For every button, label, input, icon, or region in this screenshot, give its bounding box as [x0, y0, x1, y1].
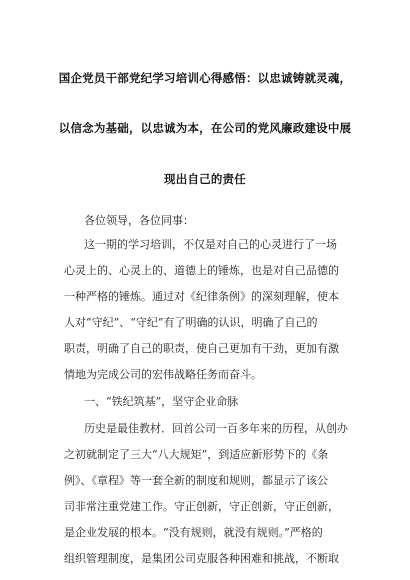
paragraph-line: 历史是最佳教材．回首公司一百多年来的历程，从创办: [84, 422, 348, 435]
document-title-line-3: 现出自己的责任: [164, 172, 246, 186]
salutation: 各位领导，各位同事：: [84, 214, 194, 227]
section-heading: 一、“铁纪筑基”，坚守企业命脉: [84, 395, 239, 408]
paragraph-line: 一种严格的锤炼。通过对《纪律条例》的深刻理解，使本: [64, 290, 339, 303]
paragraph-line: 职责，明确了自己的职责，使自己更加有干劲，更加有激: [64, 342, 339, 355]
paragraph-line: 之初就制定了三大“八大规矩”，到适应新形势下的《条: [64, 448, 329, 461]
paragraph-line: 司非常注重党建工作。守正创新，守正创新，守正创新，: [64, 500, 339, 513]
paragraph-line: 是企业发展的根本。“没有规则，就没有规则。”严格的: [64, 526, 323, 539]
document-title-line-1: 国企党员干部党纪学习培训心得感悟：以忠诚铸就灵魂，: [58, 71, 352, 85]
paragraph-line: 例》、《章程》等一套全新的制度和规则，都显示了该公: [64, 474, 328, 487]
paragraph-line: 心灵上的、心灵上的、道德上的锤炼，也是对自己品德的: [64, 264, 339, 277]
paragraph-line: 组织管理制度，是集团公司克服各种困难和挑战，不断取: [64, 552, 339, 565]
paragraph-line: 情地为完成公司的宏伟战略任务而奋斗。: [64, 368, 262, 381]
paragraph-line: 这一期的学习培训，不仅是对自己的心灵进行了一场: [84, 238, 337, 251]
document-title-line-2: 以信念为基础，以忠诚为本，在公司的党风廉政建设中展: [58, 121, 352, 135]
paragraph-line: 人对“守纪”、“守纪”有了明确的认识，明确了自己的: [64, 316, 318, 329]
